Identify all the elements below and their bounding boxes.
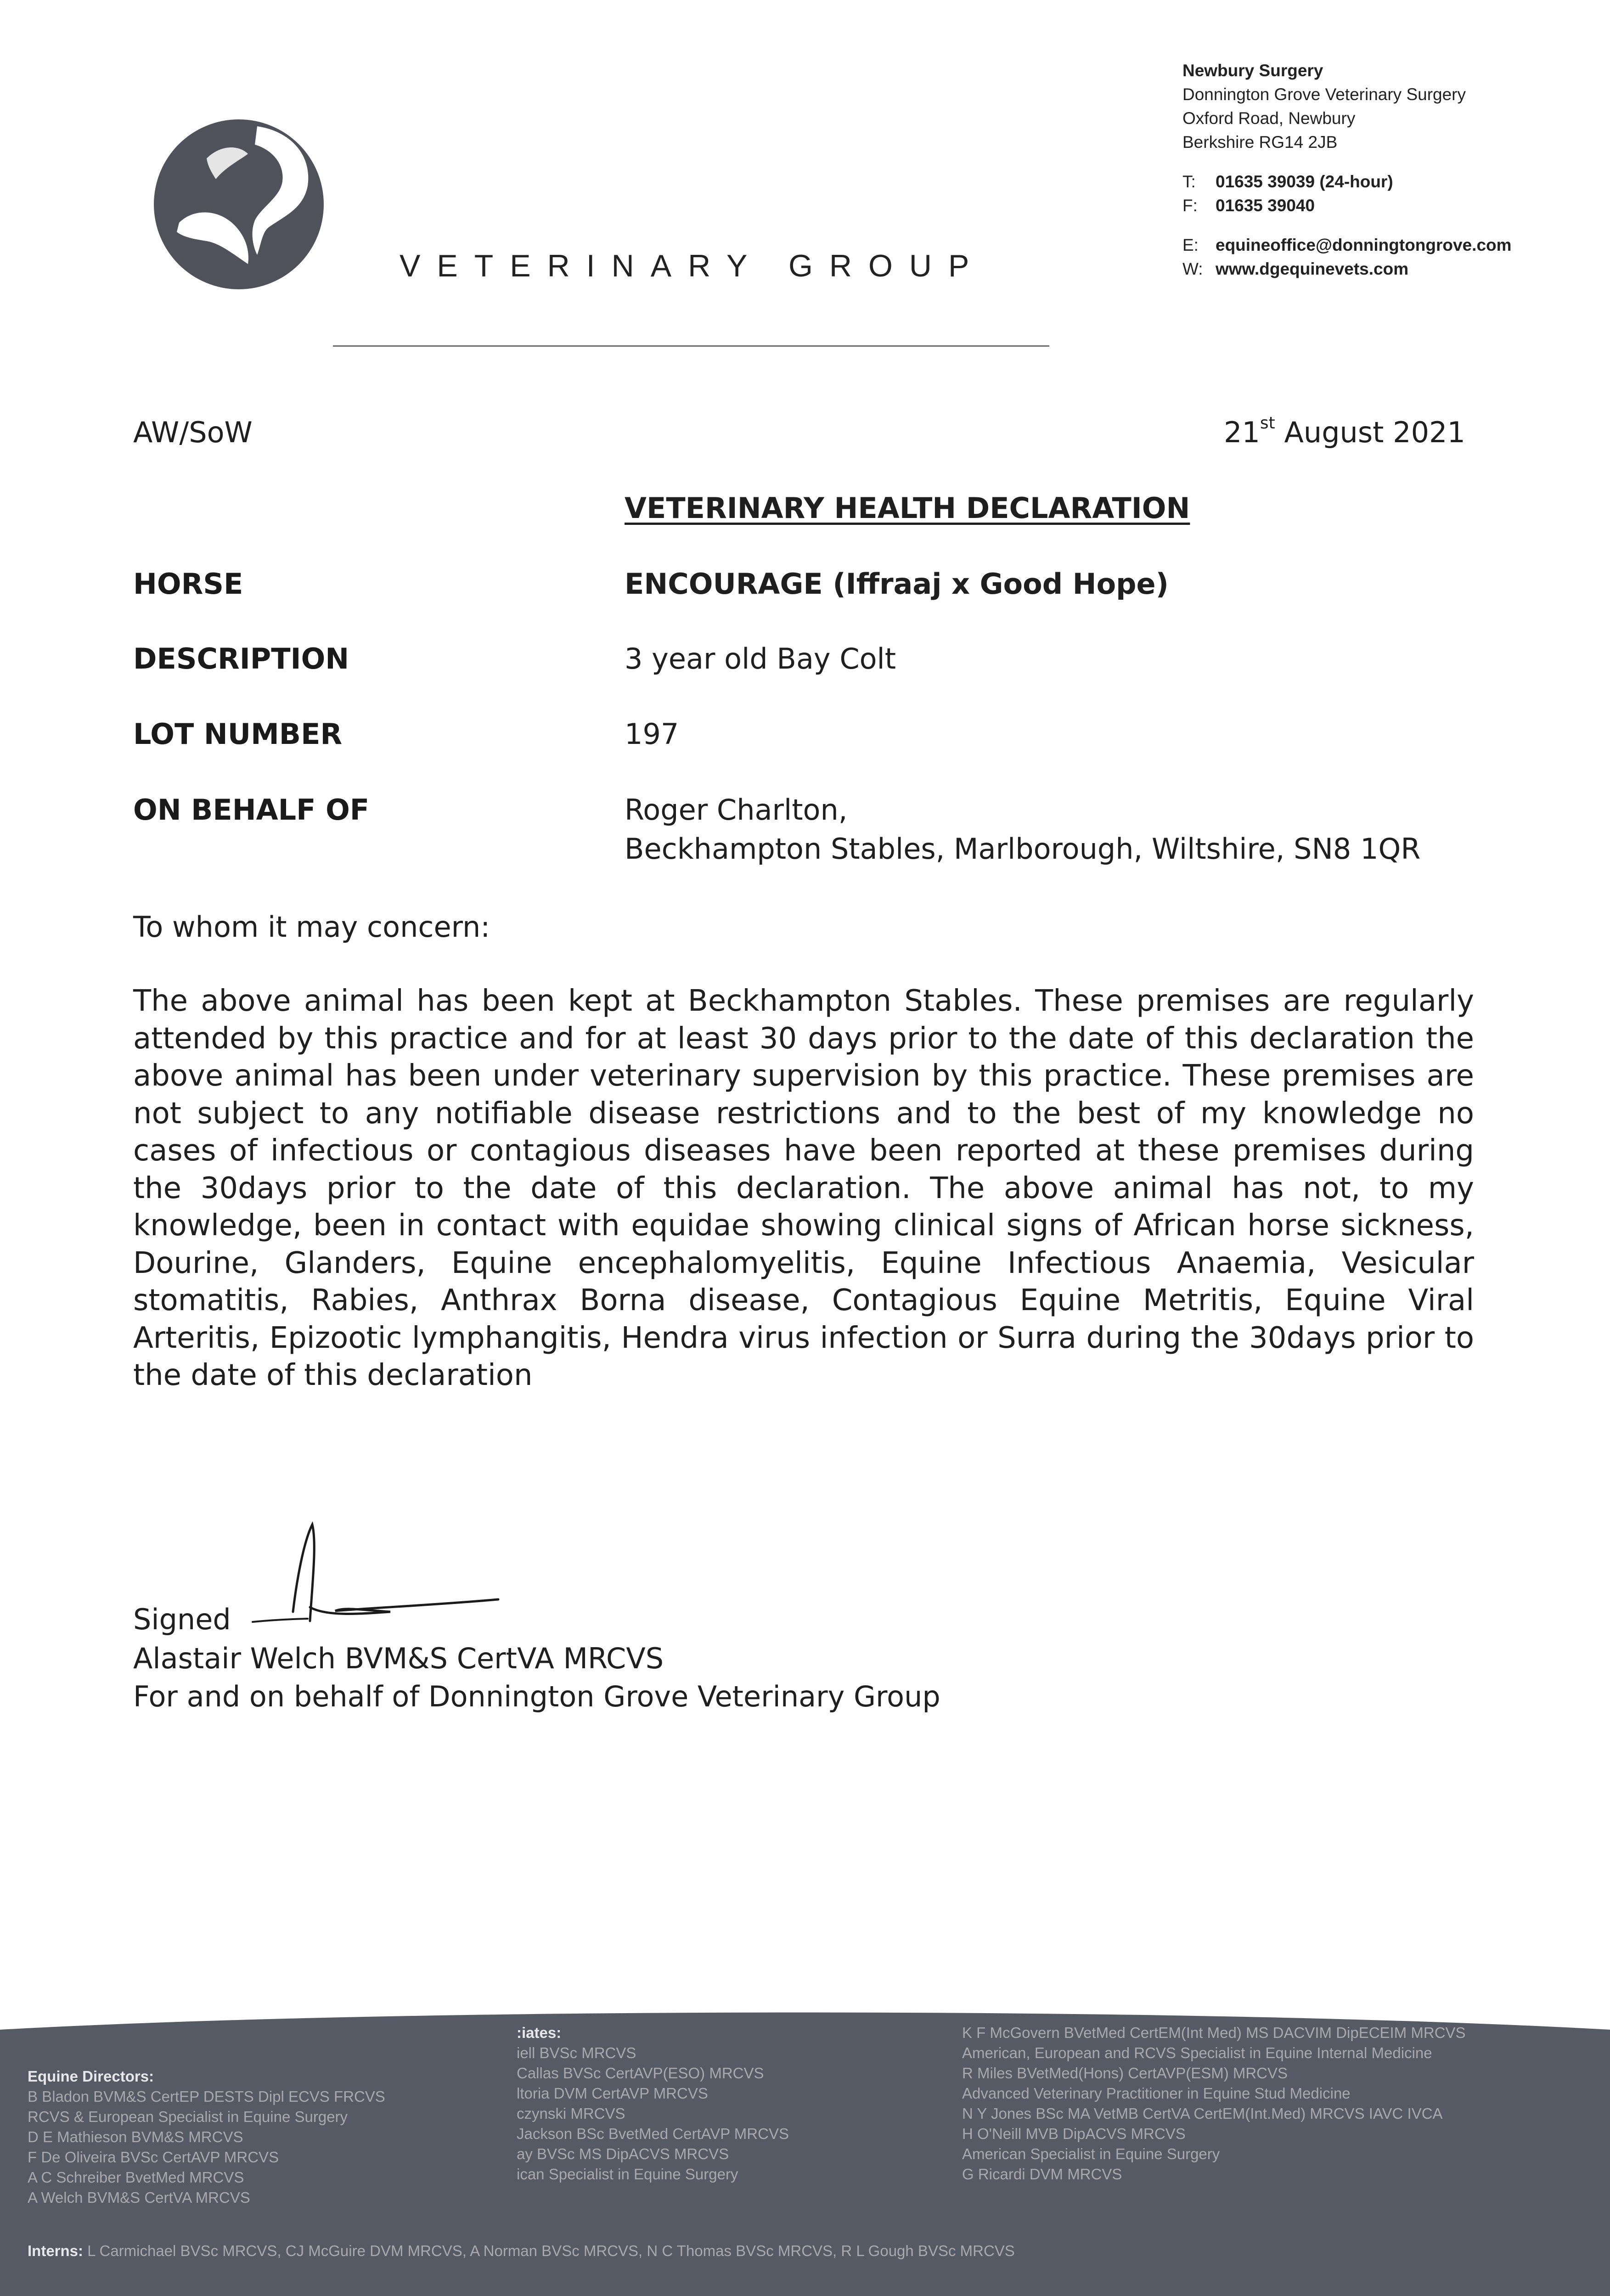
email-address: equineoffice@donningtongrove.com bbox=[1216, 236, 1512, 254]
salutation: To whom it may concern: bbox=[133, 910, 490, 944]
associates bbox=[517, 2023, 789, 2184]
telephone-label: T: bbox=[1182, 172, 1196, 191]
practice-address bbox=[1182, 59, 1512, 281]
address-line-3: Berkshire RG14 2JB bbox=[1182, 133, 1338, 152]
associate-4: czynski MRCVS bbox=[517, 2105, 625, 2122]
veterinary-group-wordmark: VETERINARY GROUP bbox=[400, 248, 986, 283]
address-line-2: Oxford Road, Newbury bbox=[1182, 109, 1356, 128]
website-address: www.dgequinevets.com bbox=[1216, 259, 1409, 278]
interns-heading: Interns: bbox=[28, 2242, 84, 2259]
date-month-year: August 2021 bbox=[1275, 416, 1465, 449]
associate-right-6: H O'Neill MVB DipACVS MRCVS bbox=[962, 2125, 1186, 2142]
associate-right-1: K F McGovern BVetMed CertEM(Int Med) MS DACVIM DipECEIM MRCVS bbox=[962, 2024, 1466, 2041]
signatory-organisation: For and on behalf of Donnington Grove Veterinary Group bbox=[133, 1680, 940, 1713]
associate-right-7: American Specialist in Equine Surgery bbox=[962, 2145, 1220, 2162]
email-label: E: bbox=[1182, 236, 1199, 254]
associate-3: ltoria DVM CertAVP MRCVS bbox=[517, 2085, 708, 2102]
email-row bbox=[1182, 233, 1512, 257]
director-2: RCVS & European Specialist in Equine Surgery bbox=[28, 2108, 348, 2125]
director-4: F De Oliveira BVSc CertAVP MRCVS bbox=[28, 2149, 279, 2166]
website-label: W: bbox=[1182, 259, 1203, 278]
handwritten-signature bbox=[243, 1515, 528, 1635]
associate-1: iell BVSc MRCVS bbox=[517, 2044, 636, 2061]
practice-logo bbox=[152, 117, 326, 292]
fax-row bbox=[1182, 194, 1512, 218]
associate-right-4: Advanced Veterinary Practitioner in Equine Stud Medicine bbox=[962, 2085, 1351, 2102]
on-behalf-of-label: ON BEHALF OF bbox=[133, 793, 370, 827]
interns-list: L Carmichael BVSc MRCVS, CJ McGuire DVM MRCVS, A Norman BVSc MRCVS, N C Thomas BVSc MRCVS, R L Gough BVSc MRCVS bbox=[83, 2242, 1015, 2259]
directors-heading: Equine Directors: bbox=[28, 2068, 154, 2085]
telephone-number: 01635 39039 (24-hour) bbox=[1216, 172, 1393, 191]
associate-right-8: G Ricardi DVM MRCVS bbox=[962, 2166, 1122, 2183]
description-value: 3 year old Bay Colt bbox=[625, 642, 896, 675]
associate-right-3: R Miles BVetMed(Hons) CertAVP(ESM) MRCVS bbox=[962, 2065, 1288, 2082]
header-divider bbox=[333, 345, 1049, 347]
director-6: A Welch BVM&S CertVA MRCVS bbox=[28, 2189, 250, 2206]
associates-right bbox=[962, 2023, 1466, 2184]
associate-right-5: N Y Jones BSc MA VetMB CertVA CertEM(Int.Med) MRCVS IAVC IVCA bbox=[962, 2105, 1443, 2122]
director-3: D E Mathieson BVM&S MRCVS bbox=[28, 2128, 243, 2145]
associates-heading: :iates: bbox=[517, 2024, 562, 2041]
horse-value: ENCOURAGE (Iffraaj x Good Hope) bbox=[625, 567, 1169, 601]
director-5: A C Schreiber BvetMed MRCVS bbox=[28, 2169, 244, 2186]
declaration-body: The above animal has been kept at Beckhampton Stables. These premises are regularly attended by this practice and for at least 30 days prior to the date of this declaration the above animal has been under veterinary supervision by this practice. These premises are not subject to any notifiable disease restrictions and to the best of my knowledge no cases of infectious or contagious diseases have been reported at these premises during the 30days prior to the date of this declaration. The above animal has not, to my knowledge, been in contact with equidae showing clinical signs of African horse sickness, Dourine, Glanders, Equine encephalomyelitis, Equine Infectious Anaemia, Vesicular stomatitis, Rabies, Anthrax Borna disease, Contagious Equine Metritis, Equine Viral Arteritis, Epizootic lymphangitis, Hendra virus infection or Surra during the 30days prior to the date of this declaration bbox=[133, 984, 1474, 1392]
letter-date bbox=[1224, 416, 1465, 449]
description-label: DESCRIPTION bbox=[133, 642, 349, 675]
signed-label: Signed bbox=[133, 1603, 231, 1636]
on-behalf-of-name: Roger Charlton, bbox=[625, 793, 848, 827]
lot-number-label: LOT NUMBER bbox=[133, 717, 343, 751]
associate-right-2: American, European and RCVS Specialist in Equine Internal Medicine bbox=[962, 2044, 1432, 2061]
lot-number-value: 197 bbox=[625, 717, 679, 751]
associate-5: Jackson BSc BvetMed CertAVP MRCVS bbox=[517, 2125, 789, 2142]
on-behalf-of-address: Beckhampton Stables, Marlborough, Wiltshire, SN8 1QR bbox=[625, 832, 1421, 866]
website-row bbox=[1182, 257, 1512, 281]
interns bbox=[28, 2241, 1015, 2261]
associate-2: Callas BVSc CertAVP(ESO) MRCVS bbox=[517, 2065, 764, 2082]
signatory-name: Alastair Welch BVM&S CertVA MRCVS bbox=[133, 1642, 664, 1675]
letter-reference: AW/SoW bbox=[133, 416, 253, 449]
associate-6: ay BVSc MS DipACVS MRCVS bbox=[517, 2145, 729, 2162]
document-title: VETERINARY HEALTH DECLARATION bbox=[625, 491, 1190, 525]
date-suffix: st bbox=[1260, 414, 1275, 433]
telephone-row bbox=[1182, 170, 1512, 194]
surgery-name: Newbury Surgery bbox=[1182, 61, 1323, 80]
address-line-1: Donnington Grove Veterinary Surgery bbox=[1182, 85, 1466, 104]
director-1: B Bladon BVM&S CertEP DESTS Dipl ECVS FRCVS bbox=[28, 2088, 385, 2105]
date-day: 21 bbox=[1224, 416, 1260, 449]
fax-label: F: bbox=[1182, 196, 1198, 215]
horse-label: HORSE bbox=[133, 567, 243, 601]
equine-directors bbox=[28, 2066, 385, 2208]
fax-number: 01635 39040 bbox=[1216, 196, 1315, 215]
associate-7: ican Specialist in Equine Surgery bbox=[517, 2166, 738, 2183]
